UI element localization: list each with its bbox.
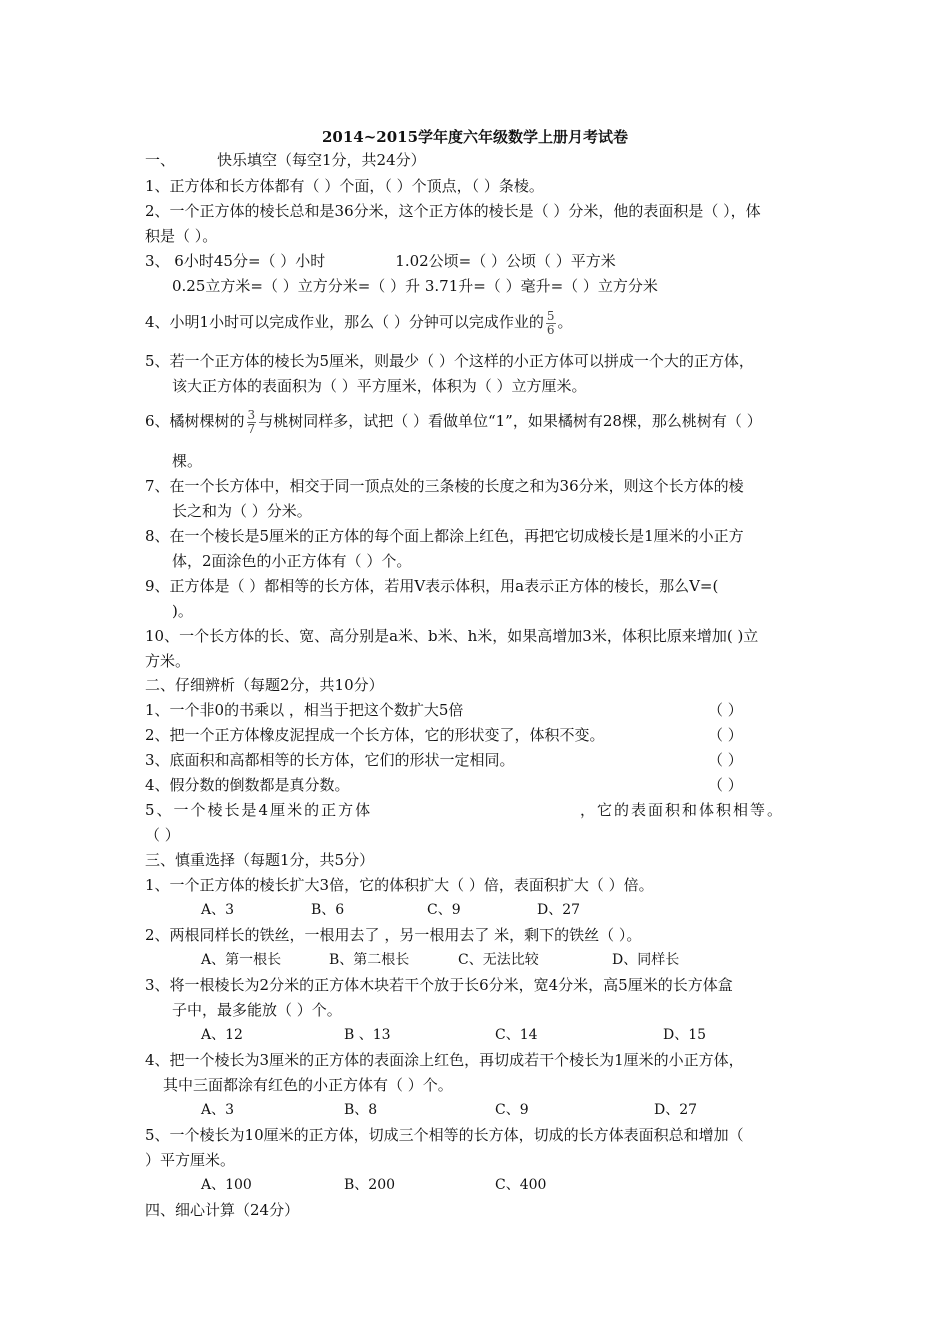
s3-q2: 2、两根同样长的铁丝，一根用去了 ，另一根用去了 米，剩下的铁丝（ ）。 bbox=[145, 926, 642, 944]
s3-q3-line1: 3、将一根棱长为2分米的正方体木块若干个放于长6分米，宽4分米，高5厘米的长方体盒 bbox=[145, 976, 733, 994]
section1-heading-number: 一、 bbox=[145, 151, 176, 169]
s1-q10-line1: 10、一个长方体的长、宽、高分别是a米、b米、h米，如果高增加3米，体积比原来增加( )立 bbox=[145, 627, 759, 645]
s1-q3-line1 bbox=[145, 251, 810, 271]
s2-item-3: 3、底面积和高都相等的长方体，它们的形状一定相同。 bbox=[145, 751, 515, 769]
s2-item-5-bracket: （ ） bbox=[145, 826, 180, 844]
s1-q8-line1: 8、在一个棱长是5厘米的正方体的每个面上都涂上红色，再把它切成棱长是1厘米的小正方 bbox=[145, 527, 744, 545]
s3-q1-option-d: D、27 bbox=[537, 902, 581, 918]
s2-item-1: 1、一个非0的书乘以 ，相当于把这个数扩大5倍 bbox=[145, 701, 464, 719]
s2-item-1-bracket: （ ） bbox=[708, 701, 743, 719]
s1-q6-line2: 棵。 bbox=[172, 452, 203, 470]
s3-q1-option-c: C、9 bbox=[427, 902, 461, 918]
s3-q4-line1: 4、把一个棱长为3厘米的正方体的表面涂上红色，再切成若干个棱长为1厘米的小正方体， bbox=[145, 1051, 744, 1069]
section2-heading: 二、仔细辨析（每题2分，共10分） bbox=[145, 676, 384, 694]
s3-q5-line2: ）平方厘米。 bbox=[145, 1151, 236, 1169]
s1-q10-line2: 方米。 bbox=[145, 652, 191, 670]
s3-q1-option-a: A、3 bbox=[201, 902, 235, 918]
s3-q5-option-b: B、200 bbox=[344, 1177, 396, 1193]
s1-q4-denominator: 6 bbox=[546, 322, 555, 337]
s1-q1: 1、正方体和长方体都有（ ）个面，（ ）个顶点，（ ）条棱。 bbox=[145, 177, 544, 195]
s2-item-4: 4、假分数的倒数都是真分数。 bbox=[145, 776, 350, 794]
s1-q6-numerator: 3 bbox=[247, 407, 256, 422]
s1-q7-line1: 7、在一个长方体中，相交于同一顶点处的三条棱的长度之和为36分米，则这个长方体的棱 bbox=[145, 477, 744, 495]
s2-item-5-left: 5、一个棱长是4厘米的正方体 bbox=[145, 801, 373, 819]
s1-q4-numerator: 5 bbox=[546, 308, 555, 323]
s1-q6-fraction bbox=[247, 409, 257, 436]
s3-q4-line2: 其中三面都涂有红色的小正方体有（ ）个。 bbox=[163, 1076, 453, 1094]
section4-heading: 四、细心计算（24分） bbox=[145, 1201, 300, 1219]
s1-q5-line1: 5、若一个正方体的棱长为5厘米，则最少（ ）个这样的小正方体可以拼成一个大的正方体， bbox=[145, 352, 754, 370]
page-title: 2014~2015学年度六年级数学上册月考试卷 bbox=[321, 128, 629, 146]
s3-q2-option-a: A、第一根长 bbox=[201, 952, 282, 968]
s1-q6-text: 6、橘树棵树的 bbox=[145, 412, 245, 430]
s3-q1-option-b: B、6 bbox=[311, 902, 345, 918]
s1-q5-line2: 该大正方体的表面积为（ ）平方厘米，体积为（ ）立方厘米。 bbox=[172, 377, 587, 395]
s3-q1: 1、一个正方体的棱长扩大3倍，它的体积扩大（ ）倍，表面积扩大（ ）倍。 bbox=[145, 876, 654, 894]
s1-q6-denominator: 7 bbox=[247, 421, 256, 436]
s1-q9-line2: )。 bbox=[172, 602, 193, 620]
section1-heading bbox=[145, 150, 810, 170]
s3-q3-option-c: C、14 bbox=[495, 1027, 538, 1043]
s2-item-3-bracket: （ ） bbox=[708, 751, 743, 769]
s3-q5-line1: 5、一个棱长为10厘米的正方体，切成三个相等的长方体，切成的长方体表面积总和增加（ bbox=[145, 1126, 744, 1144]
s2-item-4-bracket: （ ） bbox=[708, 776, 743, 794]
s1-q2-line2: 积是（ ）。 bbox=[145, 227, 218, 245]
s3-q4-option-d: D、27 bbox=[654, 1102, 698, 1118]
s1-q7-line2: 长之和为（ ）分米。 bbox=[172, 502, 312, 520]
s3-q2-option-d: D、同样长 bbox=[612, 952, 680, 968]
s1-q4 bbox=[145, 304, 810, 340]
s1-q6-line1 bbox=[145, 403, 810, 439]
s3-q3-option-b: B 、13 bbox=[344, 1027, 391, 1043]
section3-heading: 三、慎重选择（每题1分，共5分） bbox=[145, 851, 375, 869]
section1-heading-text: 快乐填空（每空1分，共24分） bbox=[217, 151, 426, 169]
s1-q4-fraction bbox=[546, 310, 556, 337]
s3-q4-option-b: B、8 bbox=[344, 1102, 378, 1118]
s3-q3-line2: 子中，最多能放（ ）个。 bbox=[172, 1001, 342, 1019]
s3-q5-option-a: A、100 bbox=[201, 1177, 252, 1193]
s3-q5-option-c: C、400 bbox=[495, 1177, 547, 1193]
s1-q2-line1: 2、一个正方体的棱长总和是36分米，这个正方体的棱长是（ ）分米，他的表面积是（ ），体 bbox=[145, 202, 761, 220]
s3-q4-option-c: C、9 bbox=[495, 1102, 529, 1118]
s1-q3-line2: 0.25立方米=（ ）立方分米=（ ）升 3.71升=（ ）毫升=（ ）立方分米 bbox=[172, 277, 658, 295]
s1-q4-text: 4、小明1小时可以完成作业，那么（ ）分钟可以完成作业的 bbox=[145, 313, 544, 331]
s3-q2-option-c: C、无法比较 bbox=[458, 952, 539, 968]
s2-item-2: 2、把一个正方体橡皮泥捏成一个长方体，它的形状变了，体积不变。 bbox=[145, 726, 605, 744]
s1-q8-line2: 体，2面涂色的小正方体有（ ）个。 bbox=[172, 552, 412, 570]
s1-q9-line1: 9、正方体是（ ）都相等的长方体，若用V表示体积，用a表示正方体的棱长，那么V=( bbox=[145, 577, 719, 595]
s3-q4-option-a: A、3 bbox=[201, 1102, 235, 1118]
s3-q3-option-a: A、12 bbox=[201, 1027, 243, 1043]
s2-item-2-bracket: （ ） bbox=[708, 726, 743, 744]
s2-item-5-right: ，它的表面积和体积相等。 bbox=[580, 801, 785, 819]
s1-q4-end: 。 bbox=[557, 313, 573, 331]
s1-q3-part2: 1.02公顷=（ ）公顷（ ）平方米 bbox=[395, 252, 616, 270]
s3-q3-option-d: D、15 bbox=[663, 1027, 707, 1043]
s3-q2-option-b: B、第二根长 bbox=[329, 952, 410, 968]
s1-q3-part1: 3、 6小时45分=（ ）小时 bbox=[145, 252, 326, 270]
s1-q6-rest: 与桃树同样多，试把（ ）看做单位“1”，如果橘树有28棵，那么桃树有（ ） bbox=[258, 412, 762, 430]
